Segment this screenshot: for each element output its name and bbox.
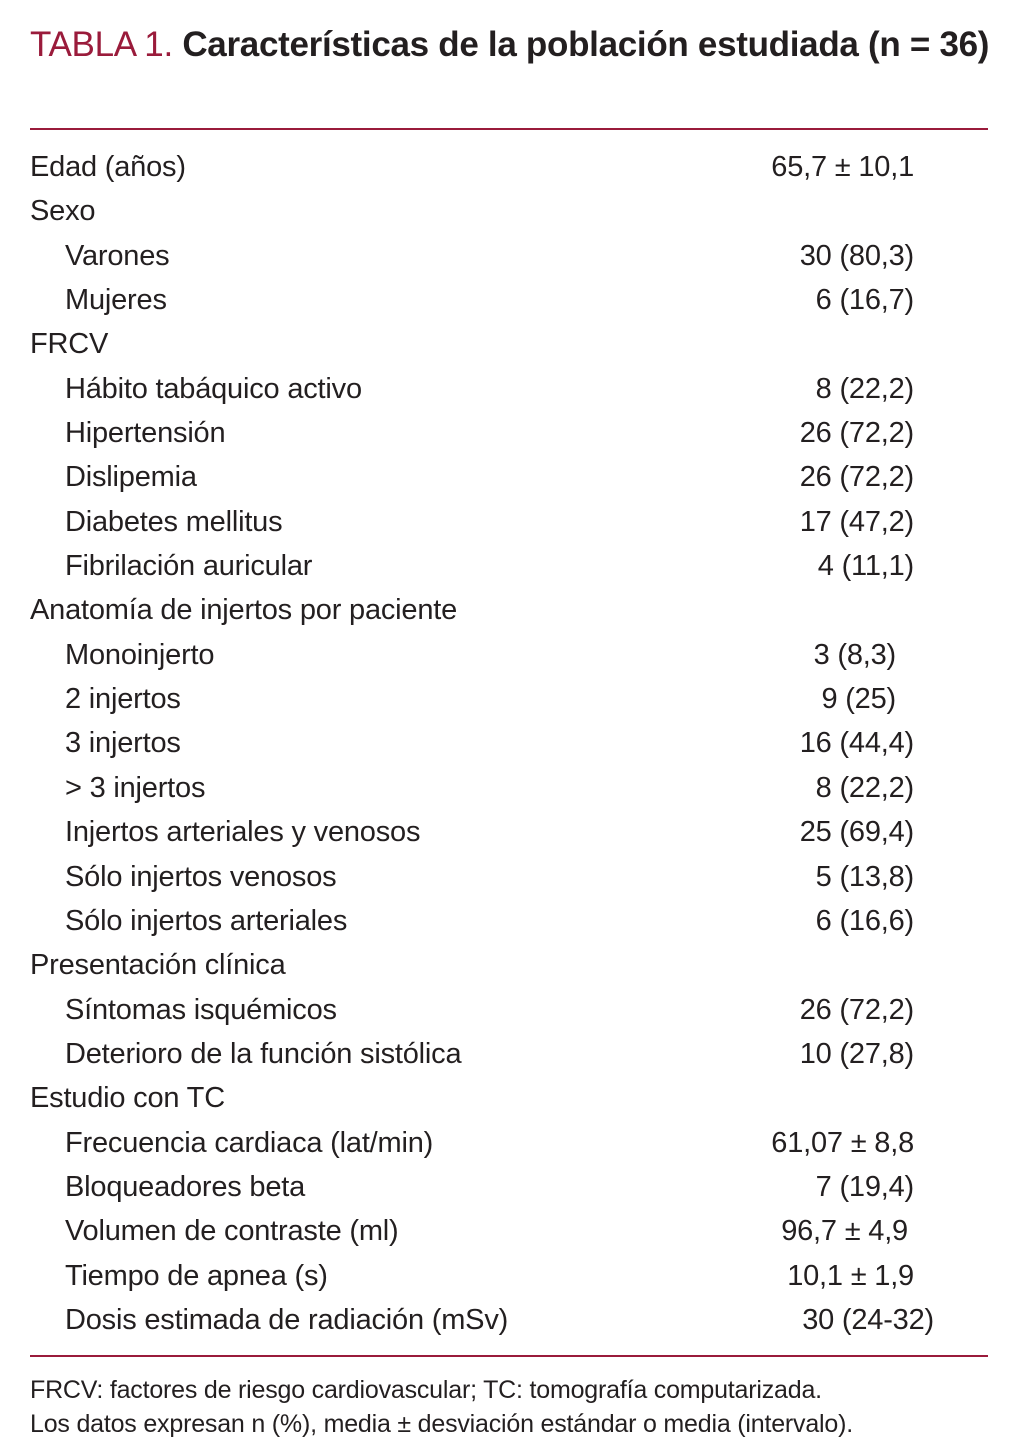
row-value: 7 (19,4) [815,1170,914,1203]
row-value: 26 (72,2) [799,461,914,494]
row-label: Bloqueadores beta [65,1170,306,1203]
table-row [30,988,988,1032]
row-label: > 3 injertos [65,771,206,804]
row-label: Tiempo de apnea (s) [65,1259,328,1292]
table-row [30,633,988,677]
table-row [30,855,988,899]
row-value: 6 (16,6) [815,904,914,937]
row-value: 9 (25) [821,683,896,716]
top-divider [30,128,988,130]
row-label: 2 injertos [65,683,181,716]
row-label: FRCV [30,328,109,361]
row-value: 30 (24-32) [802,1303,934,1336]
row-label: Síntomas isquémicos [65,993,337,1026]
footnote-abbreviations: FRCV: factores de riesgo cardiovascular; TC: tomografía computarizada. [30,1376,822,1404]
table-row [30,588,988,632]
table-row [30,322,988,366]
row-value: 5 (13,8) [815,860,914,893]
row-label: Sexo [30,195,96,228]
row-label: Diabetes mellitus [65,505,283,538]
table-label: TABLA 1. [30,25,173,64]
row-value: 96,7 ± 4,9 [781,1215,908,1248]
table-row [30,943,988,987]
row-label: Sólo injertos arteriales [65,904,348,937]
row-label: Volumen de contraste (ml) [65,1215,399,1248]
table-row [30,766,988,810]
row-label: Dosis estimada de radiación (mSv) [65,1303,509,1336]
table-row [30,1165,988,1209]
row-label: Fibrilación auricular [65,550,313,583]
footnote-data-expression: Los datos expresan n (%), media ± desviación estándar o media (intervalo). [30,1410,853,1438]
row-label: Presentación clínica [30,949,286,982]
table-row [30,1298,988,1342]
table-row [30,1121,988,1165]
table-row [30,455,988,499]
table-row [30,145,988,189]
row-label: Deterioro de la función sistólica [65,1037,462,1070]
row-value: 6 (16,7) [815,284,914,317]
row-label: Mujeres [65,284,167,317]
table-row [30,677,988,721]
table-row [30,1076,988,1120]
table-row [30,899,988,943]
row-value: 8 (22,2) [815,372,914,405]
row-label: Estudio con TC [30,1082,225,1115]
row-value: 25 (69,4) [799,816,914,849]
table-row [30,721,988,765]
table-title-text: Características de la población estudiada (n = 36) [182,25,990,64]
row-label: Edad (años) [30,151,186,183]
row-value: 61,07 ± 8,8 [771,1126,914,1159]
table-row [30,278,988,322]
row-value: 10 (27,8) [799,1037,914,1070]
row-value: 65,7 ± 10,1 [771,151,914,183]
row-label: Anatomía de injertos por paciente [30,594,458,627]
row-value: 10,1 ± 1,9 [787,1259,914,1292]
table-row [30,367,988,411]
row-label: Frecuencia cardiaca (lat/min) [65,1126,434,1159]
row-label: Hábito tabáquico activo [65,372,362,405]
table-row [30,1209,988,1253]
table-row [30,234,988,278]
row-value: 3 (8,3) [813,638,896,671]
table-row [30,411,988,455]
table-row [30,1254,988,1298]
row-label: Hipertensión [65,417,226,450]
row-value: 26 (72,2) [799,993,914,1026]
table-footnotes [30,1373,990,1441]
row-value: 4 (11,1) [817,550,914,583]
table-row [30,189,988,233]
row-value: 26 (72,2) [799,417,914,450]
row-value: 30 (80,3) [799,239,914,272]
row-value: 16 (44,4) [799,727,914,760]
table-title [30,22,990,68]
row-label: Injertos arteriales y venosos [65,816,421,849]
table-row [30,810,988,854]
row-label: Dislipemia [65,461,197,494]
table-body [30,145,988,1342]
row-label: 3 injertos [65,727,181,760]
table-row [30,500,988,544]
row-label: Sólo injertos venosos [65,860,337,893]
table-row [30,1032,988,1076]
row-value: 17 (47,2) [799,505,914,538]
row-value: 8 (22,2) [815,771,914,804]
bottom-divider [30,1355,988,1357]
row-label: Varones [65,239,170,272]
row-label: Monoinjerto [65,638,215,671]
table-row [30,544,988,588]
